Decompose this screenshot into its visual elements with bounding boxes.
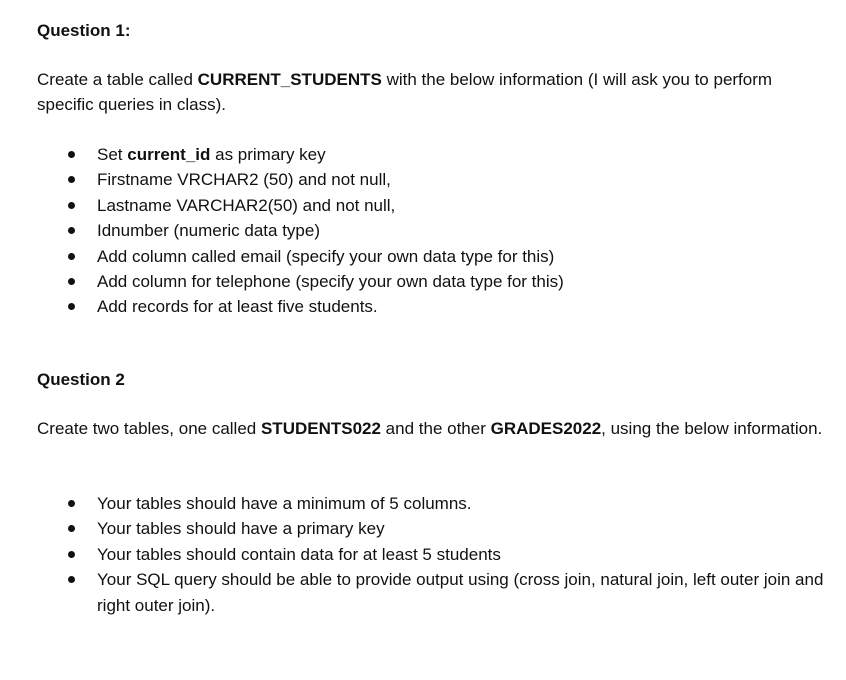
bullet-icon xyxy=(68,253,75,260)
list-item xyxy=(0,491,827,516)
list-item-text: Your tables should have a minimum of 5 columns. xyxy=(97,494,472,513)
list-item-text: Lastname VARCHAR2(50) and not null, xyxy=(97,195,396,215)
list-item-text: Your SQL query should be able to provide output using (cross join, natural join, left outer join and right outer join). xyxy=(97,570,824,615)
list-item-text: Your tables should have a primary key xyxy=(97,519,385,539)
bullet-icon xyxy=(68,227,75,234)
grades2022-table-name: GRADES2022 xyxy=(490,419,602,438)
bullet-icon xyxy=(68,576,75,583)
list-item xyxy=(0,567,827,618)
bullet-icon xyxy=(68,176,75,183)
bullet-icon xyxy=(68,525,75,532)
students022-table-name: STUDENTS022 xyxy=(260,419,381,438)
list-item-bold: current_id xyxy=(127,145,211,164)
bullet-icon xyxy=(68,151,75,158)
list-item-text: Set xyxy=(97,145,128,164)
question-2-requirements-list xyxy=(0,491,827,618)
list-item-text: Add records for at least five students. xyxy=(97,297,378,317)
bullet-icon xyxy=(68,202,75,209)
list-item-text: Add column called email (specify your own data type for this) xyxy=(97,246,555,266)
bullet-icon xyxy=(68,551,75,558)
question-2-intro-middle: and the other xyxy=(380,419,491,438)
bullet-icon xyxy=(68,278,75,285)
list-item xyxy=(0,244,827,269)
question-2-heading: Question 2 xyxy=(37,370,125,389)
list-item xyxy=(0,542,827,567)
list-item-text: Your tables should contain data for at least 5 students xyxy=(97,544,501,564)
question-1-intro xyxy=(37,67,827,117)
list-item-text: Idnumber (numeric data type) xyxy=(97,221,320,241)
question-2-intro-text-rest: , using the below information. xyxy=(601,419,823,438)
question-1-requirements-list xyxy=(0,142,827,320)
list-item xyxy=(0,516,827,541)
list-item-text-rest: as primary key xyxy=(210,145,326,164)
list-item xyxy=(0,218,827,243)
list-item-text: Add column for telephone (specify your own data type for this) xyxy=(97,272,564,292)
question-2-intro-text: Create two tables, one called xyxy=(37,419,261,438)
bullet-icon xyxy=(68,500,75,507)
bullet-icon xyxy=(68,303,75,310)
question-1-intro-text: Create a table called xyxy=(37,70,198,89)
question-1-heading: Question 1: xyxy=(37,21,131,40)
question-2-intro xyxy=(37,416,827,441)
list-item-text: Firstname VRCHAR2 (50) and not null, xyxy=(97,170,391,190)
list-item xyxy=(0,142,827,167)
list-item xyxy=(0,294,827,319)
list-item xyxy=(0,193,827,218)
question-1-intro-text-rest: with the below information (I will ask you to perform specific queries in class). xyxy=(37,70,773,114)
current-students-table-name: CURRENT_STUDENTS xyxy=(197,70,382,89)
list-item xyxy=(0,167,827,192)
list-item xyxy=(0,269,827,294)
